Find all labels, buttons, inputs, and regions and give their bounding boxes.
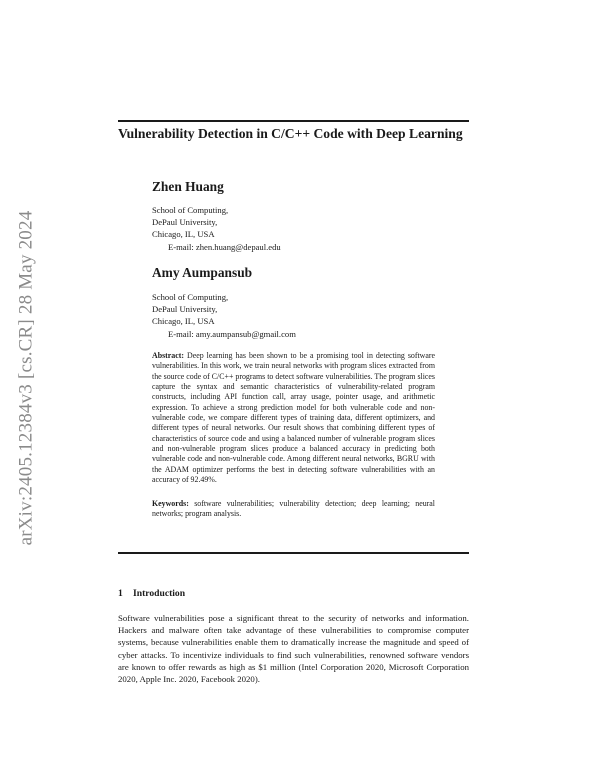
title-top-rule	[118, 120, 469, 122]
affiliation-line: Chicago, IL, USA	[152, 229, 215, 240]
author-name: Zhen Huang	[152, 179, 224, 194]
section-title: Introduction	[133, 588, 186, 599]
abstract	[152, 351, 435, 485]
affiliation-line: DePaul University,	[152, 304, 218, 315]
section-number: 1	[118, 588, 123, 599]
paper-title: Vulnerability Detection in C/C++ Code with Deep Learning	[118, 126, 463, 141]
keywords-text: software vulnerabilities; vulnerability detection; deep learning; neural networks; program analysis.	[152, 499, 435, 519]
author-name: Amy Aumpansub	[152, 265, 253, 280]
affiliation-line: Chicago, IL, USA	[152, 316, 215, 327]
keywords	[152, 499, 435, 520]
author-affiliation	[152, 204, 281, 253]
arxiv-identifier-text: arXiv:2405.12384v3 [cs.CR] 28 May 2024	[15, 210, 37, 546]
abstract-bottom-rule	[118, 552, 469, 554]
affiliation-line: School of Computing,	[152, 205, 229, 215]
author-email: E-mail: zhen.huang@depaul.edu	[168, 241, 281, 252]
section-heading	[118, 588, 185, 599]
author-affiliation	[152, 291, 296, 340]
keywords-label: Keywords:	[152, 499, 189, 508]
abstract-text: Deep learning has been shown to be a promising tool in detecting software vulnerabilities. In this work, we train neural networks with program slices extracted from the source code of C/C++ programs to detect software vulnerabilities. The program slices capture the syntax and semantic characteristics of vulnerability-related program constructs, including API function call, array usage, pointer usage, and arithmetic expression. To achieve a strong prediction model for both vulnerable code and non-vulnerable code, we compare different types of training data, different optimizers, and different types of neural networks. Our result shows that combining different types of characteristics of source code and using a balanced number of vulnerable program slices and non-vulnerable program slices produce a balanced accuracy in predicting both vulnerable code and non-vulnerable code. Among different neural networks, BGRU with the ADAM optimizer performs the best in detecting software vulnerabilities with an accuracy of 92.49%.	[152, 351, 435, 485]
abstract-label: Abstract:	[152, 351, 184, 360]
arxiv-identifier	[6, 203, 46, 553]
affiliation-line: School of Computing,	[152, 292, 229, 302]
intro-paragraph: Software vulnerabilities pose a significant threat to the security of networks and information. Hackers and malware often take advantage of these vulnerabilities to compromise computer systems, because vulnerabilities enable them to dramatically increase the magnitude and speed of cyber attacks. To incentivize individuals to find such vulnerabilities, renowned software vendors are known to offer rewards as high as $1 million (Intel Corporation 2020, Microsoft Corporation 2020, Apple Inc. 2020, Facebook 2020).	[118, 613, 469, 685]
author-email: E-mail: amy.aumpansub@gmail.com	[168, 328, 296, 339]
affiliation-line: DePaul University,	[152, 217, 218, 228]
